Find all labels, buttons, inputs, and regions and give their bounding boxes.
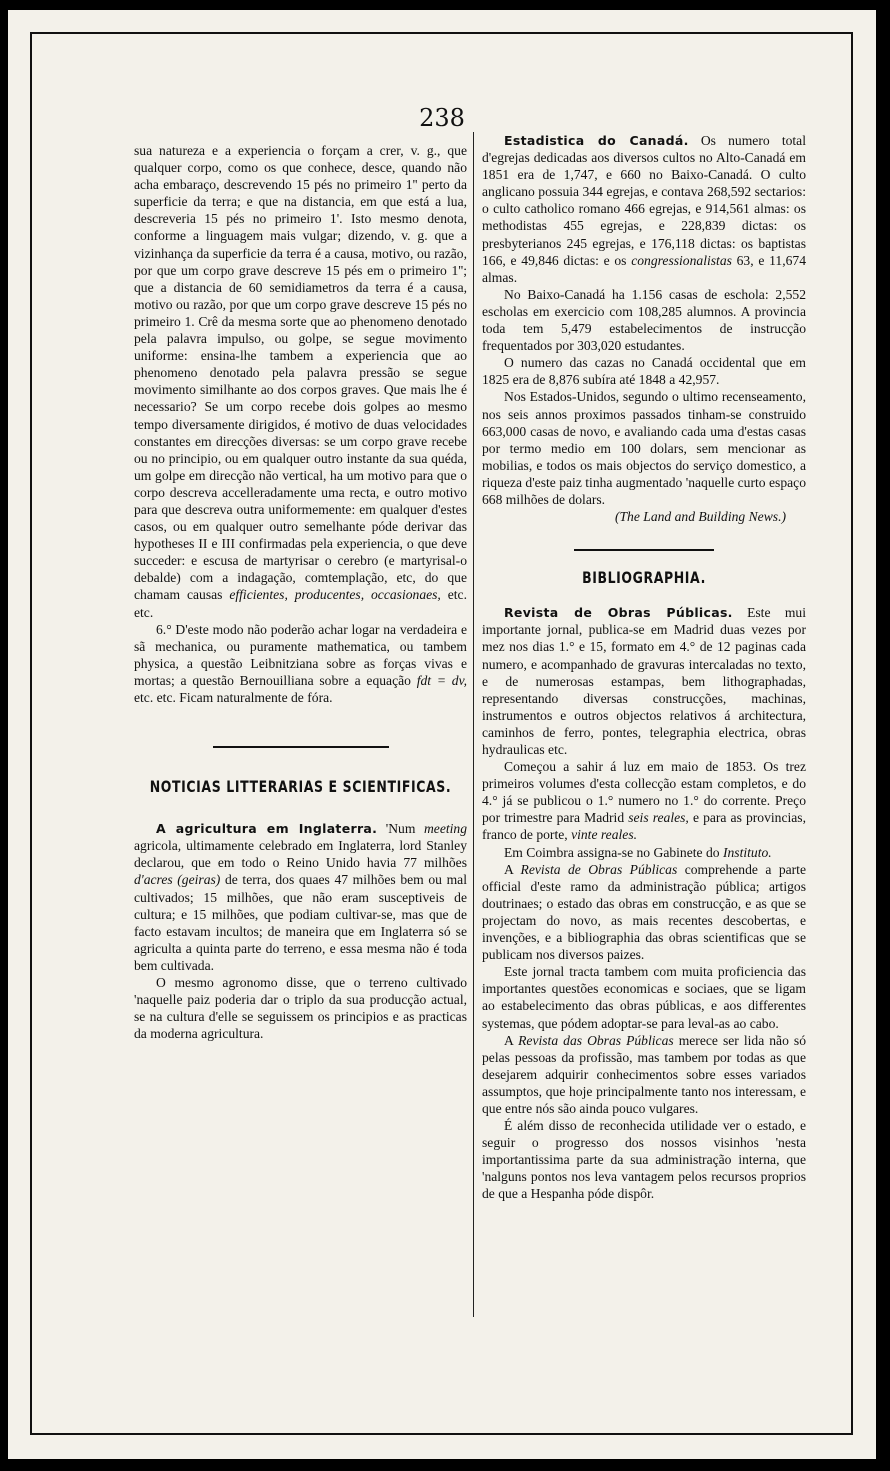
continued-paragraph: sua natureza e a experiencia o forçam a crer, v. g., que qualquer corpo, como os que conhece, desce, quando não acha embaraço, descrevendo 15 pés no primeiro 1'' perto da superficie da terra; e que na distancia, em que está a lua, descreveria 15 pés no primeiro 1'. Isto mesmo denota, conforme a linguagem mais vulgar; dizendo, v. g. que a vizinhança da superficie da terra é a causa, motivo, ou razão, por que um corpo grave descreve 15 pés em o primeiro 1''; que a distancia de 60 semidiametros da terra é a causa, motivo ou razão, por que um corpo grave descreve 15 pés no primeiro 1. Crê da mesma sorte que ao phenomeno denotado pela palavra impulso, ou golpe, se segue movimento uniforme: ensina-lhe tambem a experiencia que ao phenomeno denotado pela palavra pressão se segue movimento similhante ao dos corpos graves. Que mais lhe é necessario? Se um corpo recebe dois golpes ao mesmo tempo diversamente dirigidos, é motivo de duas velocidades constantes em direcções diversas: se um corpo grave recebe ou no principio, ou em qualquer outro instante da sua quéda, um golpe em direcção não vertical, ha um motivo para que o corpo descreva accelleradamente uma recta, e outro motivo para que descreva outra uniformemente: em qualquer d'estes casos, ou em qualquer outro semelhante póde derivar das hypotheses II e III confirmadas pela experiencia, o que deve succeder: e escusa de martyrisar o cerebro (e martyrisal-o debalde) com a indagação, comtemplação, etc, do que chamam causas efficientes, producentes, occasionaes, etc. etc. [134,143,467,620]
revista-paragraph-4: A Revista de Obras Públicas comprehende a parte official d'este ramo da administração pública; artigos doutrinaes; o estado das obras em construcção, e as que se projectam do novo, as mais recentes descobertas, e invenções, e a bibliographia das obras scientificas que se publicam nos diversos paizes. [482,861,806,963]
revista-paragraph-3: Em Coimbra assigna-se no Gabinete do Instituto. [504,844,772,860]
left-column [134,142,467,1042]
scanned-page [8,10,876,1459]
agriculture-paragraph-1: A agricultura em Inglaterra. 'Num meeting agricola, ultimamente celebrado em Inglaterra, lord Stanley declarou, que em todo o Reino Unido havia 77 milhões d'acres (geiras) de terra, dos quaes 47 milhões bem ou mal cultivados; 15 milhões, que não eram susceptiveis de cultura; e 15 milhões, que podiam cultivar-se, mas que de facto estavam incultos; de maneira que em Inglaterra só se agricultа a quinta parte do terreno, e essa mesma não é toda bem cultivada. [134,821,468,973]
statistics-paragraph-1: Estadistica do Canadá. Os numero total d'egrejas dedicadas aos diversos cultos no Alto-Canadá em 1851 era de 1,747, e 660 no Baixo-Canadá. O culto anglicano possuia 344 egrejas, e contava 268,592 sectarios: o culto catholico romano 466 egrejas, e 914,561 almas: os methodistas 455 egrejas, e 228,839 dictas: os presbyterianos 245 egrejas, e 176,118 dictas: os baptistas 166, e 49,846 dictas: e os congressionalistas 63, e 11,674 almas. [482,133,807,285]
statistics-source: (The Land and Building News.) [614,509,786,525]
revista-paragraph-7: É além disso de reconhecida utilidade ver o estado, e seguir o progresso dos nossos visinhos 'nesta importantissima parte da sua administração interna, que 'nalguns pontos nos leva vantagem pelos recursos proprios de que a Hespanha póde dispôr. [482,1118,806,1202]
revista-title: Revista de Obras Públicas. [504,605,733,621]
section-heading-bibliographia: BIBLIOGRAPHIA. [582,568,706,588]
revista-paragraph-5: Este jornal tracta tambem com muita proficiencia das importantes questões economicas e sociaes, que se ligam ao estabelecimento das obras públicas, e aos differentes systemas, que pódem adoptar-se para leval-as ao cabo. [482,964,806,1031]
agriculture-title: A agricultura em Inglaterra. [156,821,378,837]
page-number: 238 [419,104,465,132]
agriculture-paragraph-2: O mesmo agronomo disse, que o terreno cultivado 'naquelle paiz poderia dar o triplo da sua producção actual, se na cultura d'elle se seguissem os principios e as practicas da moderna agricultura. [134,975,467,1042]
statistics-title: Estadistica do Canadá. [504,133,689,148]
revista-paragraph-6: A Revista das Obras Públicas merece ser lida não só pelas pessoas da profissão, mas tambem por todas as que desejarem adquirir conhecimentos sobre esses variados assumptos, que hoje principalmente tanto nos interessam, e que entre nós são ainda pouco vulgares. [482,1032,807,1116]
paragraph-6: 6.° D'este modo não poderão achar logar na verdadeira e sã mechanica, ou puramente mathematica, ou tambem physica, a questão Leibnitziana sobre as forças vivas e mortas; a questão Bernouilliana sobre a equação fdt = dv, etc. etc. Ficam naturalmente de fóra. [134,621,467,705]
statistics-paragraph-3: O numero das cazas no Canadá occidental que em 1825 era de 8,876 subíra até 1848 a 42,957. [482,355,806,388]
revista-paragraph-2: Começou a sahir á luz em maio de 1853. Os trez primeiros volumes d'esta collecção estam completos, e do 4.° já se publicou o 1.° numero no 1.° do corrente. Preço por trimestre para Madrid seis reales, e para as provincias, franco de porte, vinte reales. [482,759,806,843]
statistics-paragraph-2: No Baixo-Canadá ha 1.156 casas de eschola: 2,552 escholas em exercicio com 108,285 alumnos. A provincia toda tem 5,479 estabelecimentos de instrucção frequentados por 303,020 estudantes. [482,286,806,354]
column-divider [473,132,474,1317]
revista-paragraph-1: Revista de Obras Públicas. Este mui importante jornal, publica-se em Madrid duas vezes por mez nos dias 1.° e 15, formato em 4.° de 12 paginas cada numero, e acompanhado de gravuras intercaladas no texto, e de numerosas estampas, bem lithographadas, representando diversas construcções, machinas, instrumentos e outros objectos relativos á architectura, caminhos de ferro, pontes, telegraphia electrica, obras hydraulicas etc. [482,605,806,757]
statistics-paragraph-4: Nos Estados-Unidos, segundo o ultimo recenseamento, nos seis annos proximos passados tinham-se construido 663,000 casas de novo, e avaliando cada uma d'estas casas por termo medio em 100 dolars, sem mencionar as mobilias, e todos os mais objectos do serviço domestico, a riqueza d'este paiz tinha augmentado 'naquelle curto espaço 668 milhões de dolars. [482,389,806,507]
right-column [482,132,806,1203]
section-heading-noticias: NOTICIAS LITTERARIAS E SCIENTIFICAS. [149,777,452,796]
